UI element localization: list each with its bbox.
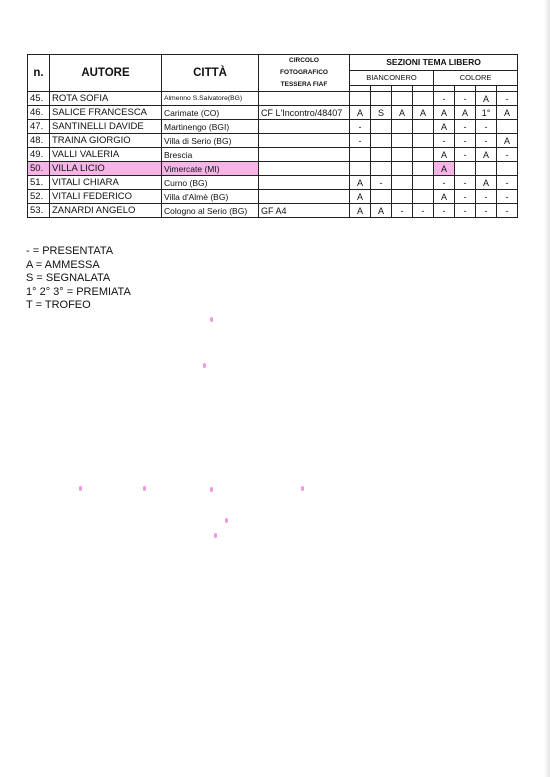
row-section-mark: A	[350, 190, 371, 204]
row-author: VITALI FEDERICO	[50, 190, 162, 204]
row-section-mark: A	[434, 162, 455, 176]
row-club	[259, 148, 350, 162]
row-section-mark: -	[413, 204, 434, 218]
row-section-mark: -	[455, 190, 476, 204]
row-city: Brescia	[162, 148, 259, 162]
row-section-mark	[371, 134, 392, 148]
table-row	[28, 176, 518, 190]
row-section-mark: A	[434, 106, 455, 120]
row-section-mark: -	[434, 92, 455, 106]
row-section-mark	[392, 134, 413, 148]
legend-trofeo: T = TROFEO	[26, 299, 91, 311]
row-club: CF L'Incontro/48407	[259, 106, 350, 120]
row-city: Cologno al Serio (BG)	[162, 204, 259, 218]
row-section-mark: -	[392, 204, 413, 218]
row-section-mark: 1°	[476, 106, 497, 120]
row-author: VALLI VALERIA	[50, 148, 162, 162]
header-circolo-line2: FOTOGRAFICO	[280, 69, 328, 76]
table-row	[28, 92, 518, 106]
row-section-mark	[350, 92, 371, 106]
row-section-mark	[392, 162, 413, 176]
row-section-mark: A	[371, 204, 392, 218]
row-number: 52.	[28, 190, 50, 204]
row-number: 48.	[28, 134, 50, 148]
row-city: Vimercate (MI)	[162, 162, 259, 176]
row-section-mark: A	[392, 106, 413, 120]
row-section-mark: -	[497, 148, 518, 162]
table-row	[28, 134, 518, 148]
row-section-mark: -	[455, 204, 476, 218]
row-number: 53.	[28, 204, 50, 218]
row-section-mark	[350, 162, 371, 176]
page-edge-shadow	[544, 0, 550, 777]
row-section-mark: -	[350, 134, 371, 148]
stray-pink-mark	[143, 486, 146, 491]
row-section-mark	[413, 92, 434, 106]
row-section-mark: -	[476, 134, 497, 148]
row-section-mark: A	[455, 106, 476, 120]
row-city: Curno (BG)	[162, 176, 259, 190]
row-number: 51.	[28, 176, 50, 190]
row-section-mark	[371, 120, 392, 134]
row-author: ZANARDI ANGELO	[50, 204, 162, 218]
stray-pink-mark	[301, 486, 304, 491]
row-section-mark	[413, 134, 434, 148]
row-section-mark: -	[434, 204, 455, 218]
row-section-mark: -	[455, 120, 476, 134]
row-club	[259, 176, 350, 190]
row-section-mark	[371, 92, 392, 106]
row-section-mark: A	[350, 204, 371, 218]
row-section-mark: -	[455, 176, 476, 190]
row-club	[259, 162, 350, 176]
row-section-mark	[413, 176, 434, 190]
table-row	[28, 190, 518, 204]
legend-ammessa: A = AMMESSA	[26, 258, 100, 271]
row-section-mark	[371, 190, 392, 204]
row-section-mark: A	[434, 148, 455, 162]
header-circolo-line3: TESSERA FIAF	[280, 81, 328, 88]
row-club	[259, 190, 350, 204]
row-section-mark: -	[497, 176, 518, 190]
table-row	[28, 106, 518, 120]
row-section-mark	[371, 148, 392, 162]
row-section-mark	[413, 162, 434, 176]
row-section-mark: -	[455, 134, 476, 148]
row-section-mark	[392, 190, 413, 204]
row-section-mark	[413, 120, 434, 134]
row-club: GF A4	[259, 204, 350, 218]
row-author: SALICE FRANCESCA	[50, 106, 162, 120]
stray-pink-mark	[214, 533, 217, 538]
row-club	[259, 92, 350, 106]
header-circolo	[259, 55, 350, 92]
row-section-mark: A	[476, 148, 497, 162]
row-city: Almenno S.Salvatore(BG)	[162, 92, 259, 106]
stray-pink-mark	[210, 317, 213, 322]
row-number: 45.	[28, 92, 50, 106]
row-author: SANTINELLI DAVIDE	[50, 120, 162, 134]
row-section-mark: A	[413, 106, 434, 120]
row-author: TRAINA GIORGIO	[50, 134, 162, 148]
stray-pink-mark	[203, 363, 206, 368]
row-number: 47.	[28, 120, 50, 134]
row-section-mark: -	[476, 204, 497, 218]
legend-premiata: 1° 2° 3° = PREMIATA	[26, 285, 131, 298]
row-section-mark: A	[434, 190, 455, 204]
row-club	[259, 134, 350, 148]
results-table	[27, 54, 518, 218]
row-section-mark: -	[434, 134, 455, 148]
row-section-mark: -	[497, 92, 518, 106]
row-section-mark	[455, 162, 476, 176]
header-row-top	[28, 55, 518, 71]
row-number: 50.	[28, 162, 50, 176]
table-row	[28, 162, 518, 176]
row-section-mark: A	[350, 106, 371, 120]
row-section-mark	[476, 162, 497, 176]
row-section-mark	[392, 148, 413, 162]
row-author: VILLA LICIO	[50, 162, 162, 176]
header-autore: AUTORE	[50, 55, 162, 92]
legend-segnalata: S = SEGNALATA	[26, 272, 111, 284]
header-sezioni: SEZIONI TEMA LIBERO	[350, 55, 518, 71]
row-section-mark: -	[371, 176, 392, 190]
row-section-mark	[392, 92, 413, 106]
stray-pink-mark	[225, 518, 228, 523]
legend	[26, 245, 131, 313]
row-section-mark: -	[455, 92, 476, 106]
table-row	[28, 148, 518, 162]
row-section-mark: -	[350, 120, 371, 134]
row-city: Martinengo (BGI)	[162, 120, 259, 134]
row-number: 49.	[28, 148, 50, 162]
row-section-mark	[371, 162, 392, 176]
row-section-mark: A	[476, 92, 497, 106]
row-section-mark	[392, 176, 413, 190]
row-section-mark	[392, 120, 413, 134]
row-section-mark: -	[476, 190, 497, 204]
row-section-mark	[497, 162, 518, 176]
row-section-mark: -	[497, 204, 518, 218]
header-n: n.	[28, 55, 50, 92]
row-section-mark	[497, 120, 518, 134]
table-row	[28, 204, 518, 218]
row-section-mark	[413, 148, 434, 162]
row-section-mark: -	[476, 120, 497, 134]
stray-pink-mark	[79, 486, 82, 491]
row-section-mark: S	[371, 106, 392, 120]
row-number: 46.	[28, 106, 50, 120]
legend-presentata: - = PRESENTATA	[26, 245, 114, 257]
table-body	[28, 92, 518, 218]
row-section-mark: A	[350, 176, 371, 190]
header-colore: COLORE	[434, 70, 518, 86]
row-city: Carimate (CO)	[162, 106, 259, 120]
row-section-mark: -	[455, 148, 476, 162]
row-club	[259, 120, 350, 134]
stray-pink-mark	[210, 487, 213, 492]
row-section-mark: A	[497, 106, 518, 120]
row-author: ROTA SOFIA	[50, 92, 162, 106]
row-section-mark: A	[497, 134, 518, 148]
header-bianconero: BIANCONERO	[350, 70, 434, 86]
table-row	[28, 120, 518, 134]
header-circolo-line1: CIRCOLO	[289, 57, 319, 64]
row-section-mark: A	[476, 176, 497, 190]
row-city: Villa di Serio (BG)	[162, 134, 259, 148]
row-section-mark: -	[497, 190, 518, 204]
row-section-mark	[350, 148, 371, 162]
row-city: Villa d'Almè (BG)	[162, 190, 259, 204]
header-citta: CITTÀ	[162, 55, 259, 92]
row-section-mark: A	[434, 120, 455, 134]
row-author: VITALI CHIARA	[50, 176, 162, 190]
row-section-mark	[413, 190, 434, 204]
row-section-mark: -	[434, 176, 455, 190]
